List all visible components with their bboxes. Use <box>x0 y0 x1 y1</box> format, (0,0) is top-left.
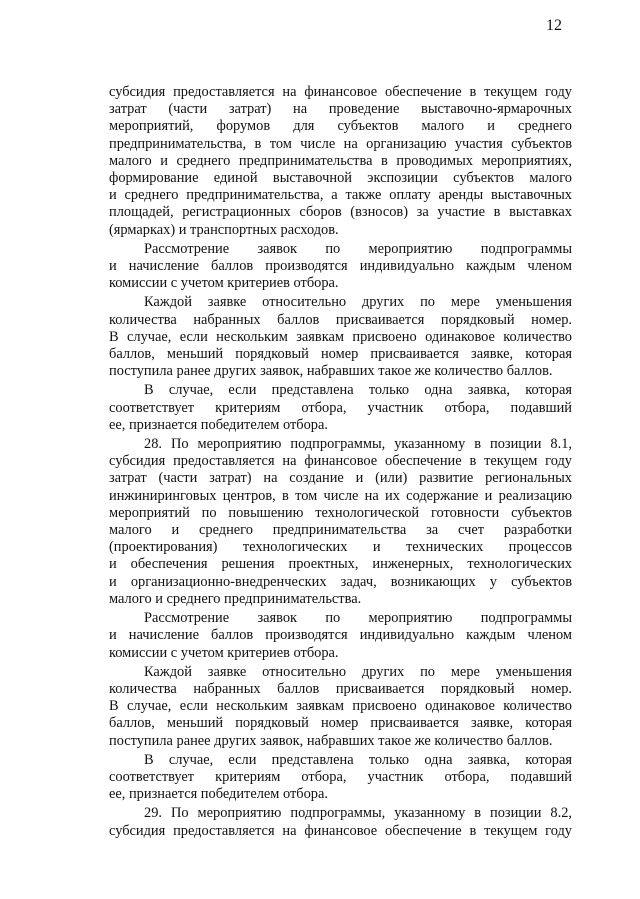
text-line: и начисление баллов производятся индивидуально каждым членом <box>109 258 572 275</box>
text-line: В случае, если нескольким заявкам присвоено одинаковое количество <box>109 328 572 345</box>
text-line: и среднего предпринимательства, а также оплату аренды выставочных <box>109 187 572 204</box>
document-body <box>109 84 572 840</box>
text-line: ее, признается победителем отбора. <box>109 786 328 803</box>
text-line: субсидия предоставляется на финансовое обеспечение в текущем году <box>109 84 572 100</box>
text-line: 29. По мероприятию подпрограммы, указанному в позиции 8.2, <box>144 805 572 822</box>
text-line: В случае, если представлена только одна заявка, которая <box>144 382 572 399</box>
text-line: Рассмотрение заявок по мероприятию подпрограммы <box>144 610 572 627</box>
text-line: баллов, меньший порядковый номер присваивается заявке, которая <box>109 346 572 363</box>
text-line: Рассмотрение заявок по мероприятию подпрограммы <box>144 240 572 257</box>
text-line: и начисление баллов производятся индивидуально каждым членом <box>109 627 572 644</box>
text-line: 28. По мероприятию подпрограммы, указанному в позиции 8.1, <box>144 436 572 453</box>
text-line: площадей, регистрационных сборов (взносов) за участие в выставках <box>109 204 572 221</box>
text-line: малого и среднего предпринимательства. <box>109 590 362 607</box>
text-line: поступила ранее других заявок, набравших такое же количество баллов. <box>109 732 553 749</box>
text-line: и обеспечения решения проектных, инженерных, технологических <box>109 556 572 573</box>
text-line: Каждой заявке относительно других по мере уменьшения <box>144 663 572 680</box>
text-line: Каждой заявке относительно других по мере уменьшения <box>144 294 572 311</box>
text-line: субсидия предоставляется на финансовое обеспечение в текущем году <box>109 822 572 839</box>
text-line: поступила ранее других заявок, набравших такое же количество баллов. <box>109 363 553 380</box>
text-line: затрат (части затрат) на проведение выставочно-ярмарочных <box>109 101 572 118</box>
text-line: ее, признается победителем отбора. <box>109 416 328 433</box>
text-line: количества набранных баллов присваивается порядковый номер. <box>109 680 572 697</box>
text-line: соответствует критериям отбора, участник отбора, подавший <box>109 399 572 416</box>
text-line: количества набранных баллов присваивается порядковый номер. <box>109 311 572 328</box>
text-line: комиссии с учетом критериев отбора. <box>109 275 339 292</box>
text-line: формирование единой выставочной экспозиции субъектов малого <box>109 170 572 187</box>
text-line: соответствует критериям отбора, участник отбора, подавший <box>109 768 572 785</box>
text-line: инжиниринговых центров, в том числе на их содержание и реализацию <box>109 487 572 504</box>
text-line: В случае, если нескольким заявкам присвоено одинаковое количество <box>109 698 572 715</box>
text-line: (ярмарках) и транспортных расходов. <box>109 221 339 238</box>
page-number: 12 <box>546 17 562 34</box>
text-line: комиссии с учетом критериев отбора. <box>109 644 339 661</box>
text-line: мероприятий, форумов для субъектов малого и среднего <box>109 118 572 135</box>
text-line: субсидия предоставляется на финансовое обеспечение в текущем году <box>109 453 572 470</box>
text-line: затрат (части затрат) на создание и (или) развитие региональных <box>109 470 572 487</box>
text-line: малого и среднего предпринимательства в проводимых мероприятиях, <box>109 152 572 169</box>
text-line: (проектирования) технологических и технических процессов <box>109 539 572 556</box>
text-line: предпринимательства, в том числе на организацию участия субъектов <box>109 135 572 152</box>
text-line: баллов, меньший порядковый номер присваивается заявке, которая <box>109 715 572 732</box>
text-line: мероприятий по повышению технологической готовности субъектов <box>109 504 572 521</box>
text-line: В случае, если представлена только одна заявка, которая <box>144 751 572 768</box>
text-line: малого и среднего предпринимательства за счет разработки <box>109 522 572 539</box>
text-line: и организационно-внедренческих задач, возникающих у субъектов <box>109 573 572 590</box>
